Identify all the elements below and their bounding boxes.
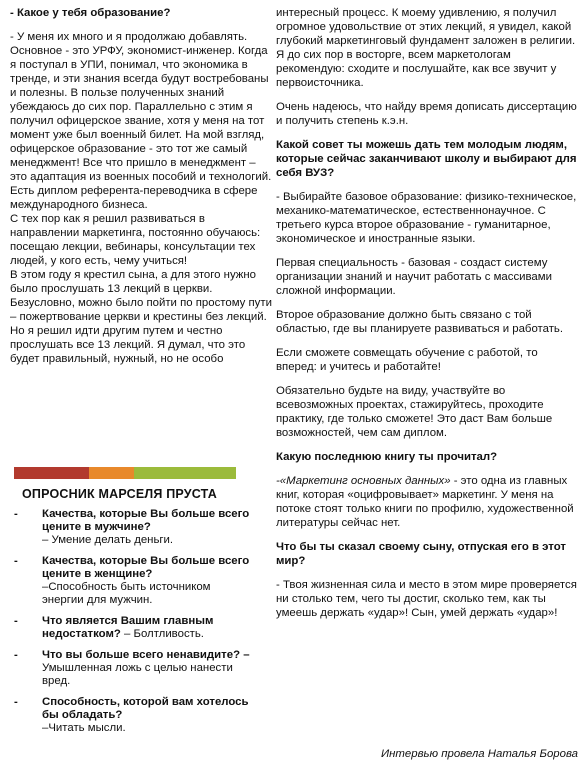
left-column bbox=[10, 6, 272, 366]
answer-son: - Твоя жизненная сила и место в этом мире проверяется ни столько тем, чего ты достиг, сколько тем, как ты умеешь держать «удар»! Сын, умей держать «удар»! bbox=[276, 579, 577, 619]
book-description: - это одна из главных книг, которая «оцифровывает» маркетинг. У меня на потоке стоят только книги по профилю, художественной литературы сейчас нет. bbox=[276, 475, 574, 529]
right-column bbox=[276, 6, 580, 630]
proust-question: Что является Вашим главным недостатком? bbox=[42, 615, 214, 640]
answer-book bbox=[276, 474, 580, 530]
proust-question: Что вы больше всего ненавидите? – bbox=[42, 649, 250, 661]
bar-segment-orange bbox=[89, 467, 134, 479]
answer-advice-2: Первая специальность - базовая - создаст систему организации знаний и научит работать с массивами сложной информации. bbox=[276, 257, 552, 297]
proust-answer: – Умение делать деньги. bbox=[42, 534, 174, 546]
proust-answer: –Читать мысли. bbox=[42, 722, 126, 734]
proust-answer: Умышленная ложь с целью нанести вред. bbox=[42, 662, 233, 687]
answer-education-continued: интересный процесс. К моему удивлению, я получил огромное удовольствие от этих лекций, я увидел, какой глубокий маркетинговый фундамент заложен в религии. Я до сих пор в восторге, всем маркетологам рекомендую: сходите и послушайте, как все звучит у первоисточника. bbox=[276, 7, 576, 89]
answer-education: - У меня их много и я продолжаю добавлять. Основное - это УРФУ, экономист-инженер. Когда я поступал в УПИ, понимал, что экономика в тренде, и эти знания всегда будут востребованы и полезны. В пользе полученных знаний убеждаюсь до сих пор. Параллельно с этим я получил офицерское звание, хотя у меня на тот момент уже был военный билет. На мой взгляд, офицерское образование - это тот же самый менеджмент! Все что пришло в менеджмент – это адаптация из военных пособий и технологий. Есть диплом референта-переводчика в сфере международного бизнеса. С тех пор как я решил развиваться в направлении маркетинга, постоянно обучаюсь: посещаю лекции, вебинары, консультации тех людей, у кого есть, чему учиться! В этом году я крестил сына, а для этого нужно было прослушать 13 лекций в церкви. Безусловно, можно было пойти по простому пути – пожертвование церкви и крестины без лекций. Но я решил идти другим путем и честно прослушать все 13 лекций. Я думал, что это будет правильный, нужный, но не особо bbox=[10, 31, 272, 365]
proust-item: - Способность, которой вам хотелось бы обладать? –Читать мысли. bbox=[12, 696, 252, 735]
proust-answer: –Способность быть источником энергии для мужчин. bbox=[42, 581, 211, 606]
dissertation-note: Очень надеюсь, что найду время дописать диссертацию и получить степень к.э.н. bbox=[276, 101, 577, 127]
proust-title: ОПРОСНИК МАРСЕЛЯ ПРУСТА bbox=[22, 487, 217, 501]
answer-advice-5: Обязательно будьте на виду, участвуйте во всевозможных проектах, стажируйтесь, проходите практику, где только сможете! Это даст Вам больше возможностей, чем сам диплом. bbox=[276, 385, 553, 439]
proust-question: Качества, которые Вы больше всего цените в мужчине? bbox=[42, 508, 250, 533]
interviewer-signature: Интервью провела Наталья Борова bbox=[381, 748, 578, 760]
answer-advice-1: - Выбирайте базовое образование: физико-техническое, механико-математическое, естественнонаучное. С третьего курса второе образование - гуманитарное, экономическое и иностранные языки. bbox=[276, 191, 577, 245]
question-son: Что бы ты сказал своему сыну, отпуская его в этот мир? bbox=[276, 541, 566, 567]
bar-segment-red bbox=[14, 467, 89, 479]
question-book: Какую последнюю книгу ты прочитал? bbox=[276, 451, 498, 463]
proust-item: - Качества, которые Вы больше всего цените в мужчине? – Умение делать деньги. bbox=[12, 508, 252, 547]
book-title: -«Маркетинг основных данных» bbox=[276, 475, 451, 487]
question-education: - Какое у тебя образование? bbox=[10, 7, 171, 19]
proust-question: Способность, которой вам хотелось бы обладать? bbox=[42, 696, 249, 721]
color-divider-bar bbox=[14, 467, 236, 479]
answer-advice-3: Второе образование должно быть связано с той областью, где вы планируете развиваться и работать. bbox=[276, 309, 564, 335]
bar-segment-green bbox=[134, 467, 236, 479]
proust-list bbox=[12, 508, 252, 743]
answer-advice-4: Если сможете совмещать обучение с работой, то вперед: и учитесь и работайте! bbox=[276, 347, 538, 373]
proust-item: - Качества, которые Вы больше всего цените в женщине? –Способность быть источником энергии для мужчин. bbox=[12, 555, 252, 607]
proust-item: - Что является Вашим главным недостатком? – Болтливость. bbox=[14, 615, 214, 640]
proust-answer: – Болтливость. bbox=[124, 628, 204, 640]
question-advice: Какой совет ты можешь дать тем молодым людям, которые сейчас заканчивают школу и выбирают для себя ВУЗ? bbox=[276, 139, 577, 179]
proust-question: Качества, которые Вы больше всего цените в женщине? bbox=[42, 555, 250, 580]
proust-item: - Что вы больше всего ненавидите? – Умышленная ложь с целью нанести вред. bbox=[14, 649, 250, 687]
